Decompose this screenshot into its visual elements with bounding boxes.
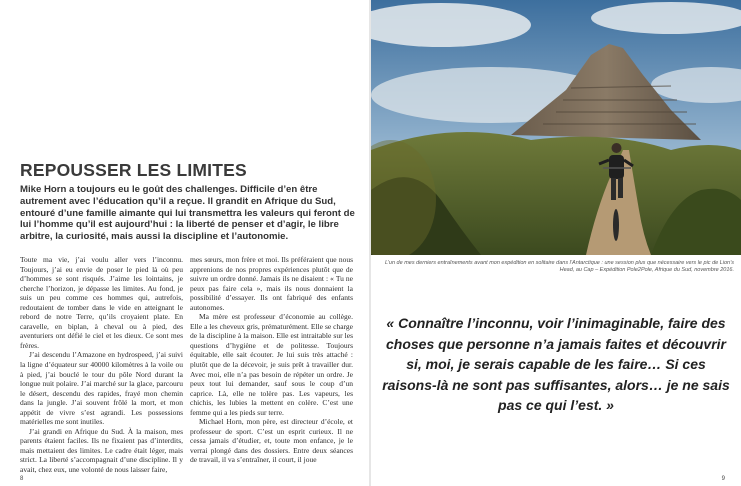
page-number-right: 9 — [721, 476, 725, 482]
paragraph: Toute ma vie, j’ai voulu aller vers l’inconnu. Toujours, j’ai eu envie de poser le pied là où peu d’hommes se sont risqués. J’aime les lointains, je cherche l’horizon, je dépasse les limites. Au fond, je suis un peu comme ces hommes qui, autrefois, redoutaient de tomber dans le vide en atteignant le rebord de notre Terre, qu’ils croyaient plate. En caravelle, en biplan, à cheval ou à pied, des aventuriers ont défié le ciel et les dieux. Ce sont mes frères. — [20, 255, 183, 350]
left-page — [0, 0, 369, 486]
body-column-2 — [190, 255, 353, 465]
photo-caption: L’un de mes derniers entraînements avant mon expédition en solitaire dans l’Antarctique : une session plus que nécessaire vers le pic de Lion’s Head, au Cap – Expédition Pole2Pole, Afrique du Sud, novembre 2016. — [384, 260, 734, 274]
chapter-heading: REPOUSSER LES LIMITES — [20, 160, 247, 180]
paragraph: Ma mère est professeur d’économie au collège. Elle a les cheveux gris, prématurément. Elle se charge de la discipline à la maison. Elle est intraitable sur les questions d’hygiène et de politesse. Toujours équitable, elle sait écouter. Je lui suis très attaché : plutôt que de la décevoir, je suis prêt à travailler dur. Avec moi, elle n’a pas besoin de répéter un ordre. Je peux tout lui demander, sauf sous le coup d’un caprice. Là, elle ne tolère pas. Les vapeurs, les chichis, les lubies la mettent en colère. C’est une femme qui a les pieds sur terre. — [190, 312, 353, 417]
paragraph: J’ai grandi en Afrique du Sud. À la maison, mes parents étaient faciles. Ils ne fixaient pas d’interdits, mais mettaient des limites. Le cadre était léger, mais strict. La liberté s’accompagnait d’une discipline. Il y avait, chez eux, une volonté de nous laisser faire, — [20, 426, 183, 475]
right-page — [371, 0, 741, 486]
paragraph: J’ai descendu l’Amazone en hydrospeed, j’ai suivi la ligne d’équateur sur 40000 kilomètres à la voile ou à pied, j’ai bouclé le tour du pôle Nord durant la longue nuit polaire. J’ai marché sur la glace, parcouru le désert, descendu des rapides, frayé mon chemin dans la jungle. J’ai souvent frôlé la mort, et mon appétit de vivre s’est agrandi. Les possessions matérielles me sont inutiles. — [20, 350, 183, 427]
body-column-1 — [20, 255, 183, 475]
chapter-intro: Mike Horn a toujours eu le goût des challenges. Difficile d’en être autrement avec l’éducation qu’il a reçue. Il grandit en Afrique du Sud, entouré d’une famille aimante qui lui transmettra les valeurs qui feront de lui l’homme qu’il est aujourd’hui : la liberté de penser et d’agir, le libre arbitre, la curiosité, mais aussi la discipline et l’autonomie. — [20, 184, 355, 243]
paragraph: Michael Horn, mon père, est directeur d’école, et professeur de sport. C’est un esprit curieux. Il ne cessa jamais d’étudier, et, toute mon enfance, je le verrai plongé dans des dossiers. Entre deux séances de travail, il va s’entraîner, il court, il joue — [190, 417, 353, 465]
pull-quote: « Connaître l’inconnu, voir l’inimaginable, faire des choses que personne n’a jamais faites et découvrir si, moi, je serais capable de les faire… Si ces raisons-là ne sont pas suffisantes, alors… je ne sais pas ce qui l’est. » — [382, 315, 730, 414]
cyclist-lions-head-photo — [371, 0, 741, 255]
page-number-left: 8 — [20, 476, 24, 482]
paragraph: mes sœurs, mon frère et moi. Ils préféraient que nous apprenions de nos propres expériences plutôt que de suivre un ordre donné. Jamais ils ne disaient : « Tu ne peux pas faire cela », mais ils nous donnaient la possibilité d’essayer. Ils ont fabriqué des enfants autonomes. — [190, 255, 353, 312]
